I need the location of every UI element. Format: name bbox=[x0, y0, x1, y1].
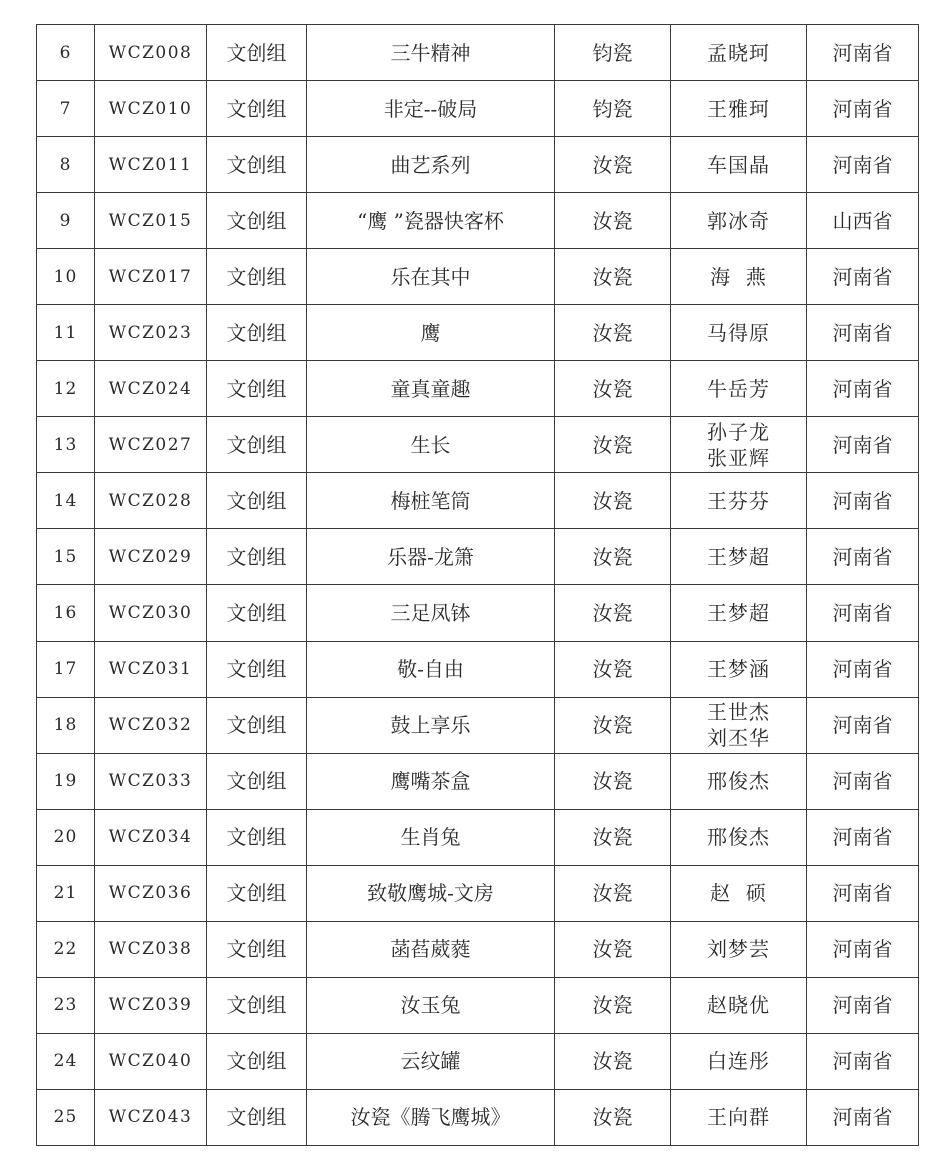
author-name: 海 燕 bbox=[710, 264, 767, 289]
author-name: 王梦超 bbox=[707, 544, 770, 569]
author-name: 刘梦芸 bbox=[707, 937, 770, 962]
row-number-cell: 15 bbox=[37, 529, 95, 585]
work-title-cell: 乐在其中 bbox=[307, 249, 555, 305]
category-cell: 钧瓷 bbox=[555, 81, 671, 137]
row-number-cell: 17 bbox=[37, 641, 95, 697]
author-name: 孙子龙 bbox=[707, 419, 770, 444]
author-cell bbox=[671, 249, 807, 305]
category-cell: 汝瓷 bbox=[555, 417, 671, 473]
row-number-cell: 20 bbox=[37, 809, 95, 865]
table-row bbox=[37, 809, 919, 865]
work-title-cell: 生肖兔 bbox=[307, 809, 555, 865]
work-title-cell: 三牛精神 bbox=[307, 25, 555, 81]
author-cell bbox=[671, 1089, 807, 1145]
group-cell: 文创组 bbox=[207, 753, 307, 809]
author-cell bbox=[671, 809, 807, 865]
group-cell: 文创组 bbox=[207, 137, 307, 193]
category-cell: 汝瓷 bbox=[555, 865, 671, 921]
row-number-cell: 8 bbox=[37, 137, 95, 193]
work-title-cell: 生长 bbox=[307, 417, 555, 473]
group-cell: 文创组 bbox=[207, 417, 307, 473]
work-title-cell: 曲艺系列 bbox=[307, 137, 555, 193]
author-cell bbox=[671, 473, 807, 529]
entry-code-cell: WCZ039 bbox=[95, 977, 207, 1033]
table-row bbox=[37, 529, 919, 585]
category-cell: 汝瓷 bbox=[555, 753, 671, 809]
group-cell: 文创组 bbox=[207, 641, 307, 697]
table-row bbox=[37, 417, 919, 473]
entry-code-cell: WCZ017 bbox=[95, 249, 207, 305]
group-cell: 文创组 bbox=[207, 361, 307, 417]
entry-code-cell: WCZ043 bbox=[95, 1089, 207, 1145]
author-cell bbox=[671, 921, 807, 977]
author-name: 邢俊杰 bbox=[707, 825, 770, 850]
entry-code-cell: WCZ031 bbox=[95, 641, 207, 697]
table-row bbox=[37, 697, 919, 753]
author-cell bbox=[671, 25, 807, 81]
table-row bbox=[37, 305, 919, 361]
results-table bbox=[36, 24, 919, 1146]
entry-code-cell: WCZ028 bbox=[95, 473, 207, 529]
group-cell: 文创组 bbox=[207, 305, 307, 361]
group-cell: 文创组 bbox=[207, 529, 307, 585]
work-title-cell: 童真童趣 bbox=[307, 361, 555, 417]
author-cell bbox=[671, 977, 807, 1033]
work-title-cell: 致敬鹰城-文房 bbox=[307, 865, 555, 921]
entry-code-cell: WCZ015 bbox=[95, 193, 207, 249]
category-cell: 汝瓷 bbox=[555, 1089, 671, 1145]
category-cell: 钧瓷 bbox=[555, 25, 671, 81]
table-row bbox=[37, 193, 919, 249]
group-cell: 文创组 bbox=[207, 697, 307, 753]
work-title-cell: 非定--破局 bbox=[307, 81, 555, 137]
row-number-cell: 23 bbox=[37, 977, 95, 1033]
province-cell: 河南省 bbox=[807, 809, 919, 865]
table-row bbox=[37, 81, 919, 137]
group-cell: 文创组 bbox=[207, 809, 307, 865]
table-row bbox=[37, 865, 919, 921]
author-cell bbox=[671, 137, 807, 193]
author-cell bbox=[671, 417, 807, 473]
group-cell: 文创组 bbox=[207, 1033, 307, 1089]
row-number-cell: 10 bbox=[37, 249, 95, 305]
group-cell: 文创组 bbox=[207, 249, 307, 305]
province-cell: 河南省 bbox=[807, 753, 919, 809]
author-name: 赵 硕 bbox=[710, 881, 767, 906]
category-cell: 汝瓷 bbox=[555, 473, 671, 529]
province-cell: 河南省 bbox=[807, 1089, 919, 1145]
group-cell: 文创组 bbox=[207, 977, 307, 1033]
province-cell: 河南省 bbox=[807, 1033, 919, 1089]
work-title-cell: 鹰 bbox=[307, 305, 555, 361]
entry-code-cell: WCZ010 bbox=[95, 81, 207, 137]
table-row bbox=[37, 641, 919, 697]
work-title-cell: 三足凤钵 bbox=[307, 585, 555, 641]
province-cell: 河南省 bbox=[807, 529, 919, 585]
row-number-cell: 7 bbox=[37, 81, 95, 137]
group-cell: 文创组 bbox=[207, 81, 307, 137]
table-row bbox=[37, 1089, 919, 1145]
author-cell bbox=[671, 305, 807, 361]
author-name: 王世杰 bbox=[707, 700, 770, 725]
author-cell bbox=[671, 529, 807, 585]
row-number-cell: 22 bbox=[37, 921, 95, 977]
author-name: 王梦涵 bbox=[707, 657, 770, 682]
table-row bbox=[37, 25, 919, 81]
category-cell: 汝瓷 bbox=[555, 585, 671, 641]
entry-code-cell: WCZ033 bbox=[95, 753, 207, 809]
author-cell bbox=[671, 753, 807, 809]
province-cell: 河南省 bbox=[807, 865, 919, 921]
work-title-cell: 鼓上享乐 bbox=[307, 697, 555, 753]
table-row bbox=[37, 137, 919, 193]
category-cell: 汝瓷 bbox=[555, 809, 671, 865]
author-name: 白连彤 bbox=[707, 1049, 770, 1074]
work-title-cell: 敬-自由 bbox=[307, 641, 555, 697]
author-name: 王雅珂 bbox=[707, 96, 770, 121]
entry-code-cell: WCZ011 bbox=[95, 137, 207, 193]
table-body bbox=[37, 25, 919, 1146]
entry-code-cell: WCZ024 bbox=[95, 361, 207, 417]
category-cell: 汝瓷 bbox=[555, 1033, 671, 1089]
category-cell: 汝瓷 bbox=[555, 529, 671, 585]
province-cell: 河南省 bbox=[807, 921, 919, 977]
row-number-cell: 16 bbox=[37, 585, 95, 641]
author-name: 赵晓优 bbox=[707, 993, 770, 1018]
author-name: 孟晓珂 bbox=[707, 40, 770, 65]
province-cell: 河南省 bbox=[807, 697, 919, 753]
row-number-cell: 24 bbox=[37, 1033, 95, 1089]
province-cell: 河南省 bbox=[807, 361, 919, 417]
row-number-cell: 21 bbox=[37, 865, 95, 921]
table-row bbox=[37, 361, 919, 417]
row-number-cell: 13 bbox=[37, 417, 95, 473]
province-cell: 河南省 bbox=[807, 305, 919, 361]
author-cell bbox=[671, 1033, 807, 1089]
province-cell: 河南省 bbox=[807, 641, 919, 697]
province-cell: 河南省 bbox=[807, 473, 919, 529]
group-cell: 文创组 bbox=[207, 25, 307, 81]
author-name: 王芬芬 bbox=[707, 488, 770, 513]
category-cell: 汝瓷 bbox=[555, 193, 671, 249]
province-cell: 河南省 bbox=[807, 25, 919, 81]
work-title-cell: 梅桩笔筒 bbox=[307, 473, 555, 529]
entry-code-cell: WCZ038 bbox=[95, 921, 207, 977]
table-row bbox=[37, 977, 919, 1033]
entry-code-cell: WCZ023 bbox=[95, 305, 207, 361]
author-cell bbox=[671, 81, 807, 137]
table-row bbox=[37, 921, 919, 977]
row-number-cell: 19 bbox=[37, 753, 95, 809]
entry-code-cell: WCZ034 bbox=[95, 809, 207, 865]
row-number-cell: 25 bbox=[37, 1089, 95, 1145]
author-cell bbox=[671, 193, 807, 249]
work-title-cell: 云纹罐 bbox=[307, 1033, 555, 1089]
author-name: 王梦超 bbox=[707, 600, 770, 625]
province-cell: 河南省 bbox=[807, 417, 919, 473]
table-row bbox=[37, 1033, 919, 1089]
province-cell: 河南省 bbox=[807, 249, 919, 305]
author-cell bbox=[671, 641, 807, 697]
author-name: 牛岳芳 bbox=[707, 376, 770, 401]
row-number-cell: 6 bbox=[37, 25, 95, 81]
category-cell: 汝瓷 bbox=[555, 697, 671, 753]
row-number-cell: 12 bbox=[37, 361, 95, 417]
work-title-cell: 汝玉兔 bbox=[307, 977, 555, 1033]
entry-code-cell: WCZ027 bbox=[95, 417, 207, 473]
entry-code-cell: WCZ030 bbox=[95, 585, 207, 641]
row-number-cell: 18 bbox=[37, 697, 95, 753]
province-cell: 河南省 bbox=[807, 585, 919, 641]
author-name: 邢俊杰 bbox=[707, 769, 770, 794]
province-cell: 河南省 bbox=[807, 977, 919, 1033]
category-cell: 汝瓷 bbox=[555, 249, 671, 305]
entry-code-cell: WCZ040 bbox=[95, 1033, 207, 1089]
row-number-cell: 11 bbox=[37, 305, 95, 361]
author-name: 郭冰奇 bbox=[707, 208, 770, 233]
work-title-cell: “鹰 ”瓷器快客杯 bbox=[307, 193, 555, 249]
group-cell: 文创组 bbox=[207, 193, 307, 249]
work-title-cell: 汝瓷《腾飞鹰城》 bbox=[307, 1089, 555, 1145]
group-cell: 文创组 bbox=[207, 921, 307, 977]
author-cell bbox=[671, 361, 807, 417]
group-cell: 文创组 bbox=[207, 865, 307, 921]
entry-code-cell: WCZ008 bbox=[95, 25, 207, 81]
province-cell: 河南省 bbox=[807, 137, 919, 193]
category-cell: 汝瓷 bbox=[555, 641, 671, 697]
category-cell: 汝瓷 bbox=[555, 305, 671, 361]
work-title-cell: 乐器-龙箫 bbox=[307, 529, 555, 585]
category-cell: 汝瓷 bbox=[555, 361, 671, 417]
table-row bbox=[37, 249, 919, 305]
entry-code-cell: WCZ029 bbox=[95, 529, 207, 585]
group-cell: 文创组 bbox=[207, 473, 307, 529]
row-number-cell: 9 bbox=[37, 193, 95, 249]
category-cell: 汝瓷 bbox=[555, 921, 671, 977]
author-cell bbox=[671, 697, 807, 753]
category-cell: 汝瓷 bbox=[555, 977, 671, 1033]
author-name: 王向群 bbox=[707, 1105, 770, 1130]
author-cell bbox=[671, 865, 807, 921]
author-name: 张亚辉 bbox=[707, 445, 770, 470]
entry-code-cell: WCZ032 bbox=[95, 697, 207, 753]
author-name: 车国晶 bbox=[707, 152, 770, 177]
province-cell: 河南省 bbox=[807, 81, 919, 137]
group-cell: 文创组 bbox=[207, 585, 307, 641]
group-cell: 文创组 bbox=[207, 1089, 307, 1145]
table-row bbox=[37, 473, 919, 529]
work-title-cell: 菡萏葳蕤 bbox=[307, 921, 555, 977]
entry-code-cell: WCZ036 bbox=[95, 865, 207, 921]
author-cell bbox=[671, 585, 807, 641]
author-name: 马得原 bbox=[707, 320, 770, 345]
table-row bbox=[37, 753, 919, 809]
province-cell: 山西省 bbox=[807, 193, 919, 249]
table-row bbox=[37, 585, 919, 641]
author-name: 刘丕华 bbox=[707, 726, 770, 751]
row-number-cell: 14 bbox=[37, 473, 95, 529]
category-cell: 汝瓷 bbox=[555, 137, 671, 193]
work-title-cell: 鹰嘴茶盒 bbox=[307, 753, 555, 809]
